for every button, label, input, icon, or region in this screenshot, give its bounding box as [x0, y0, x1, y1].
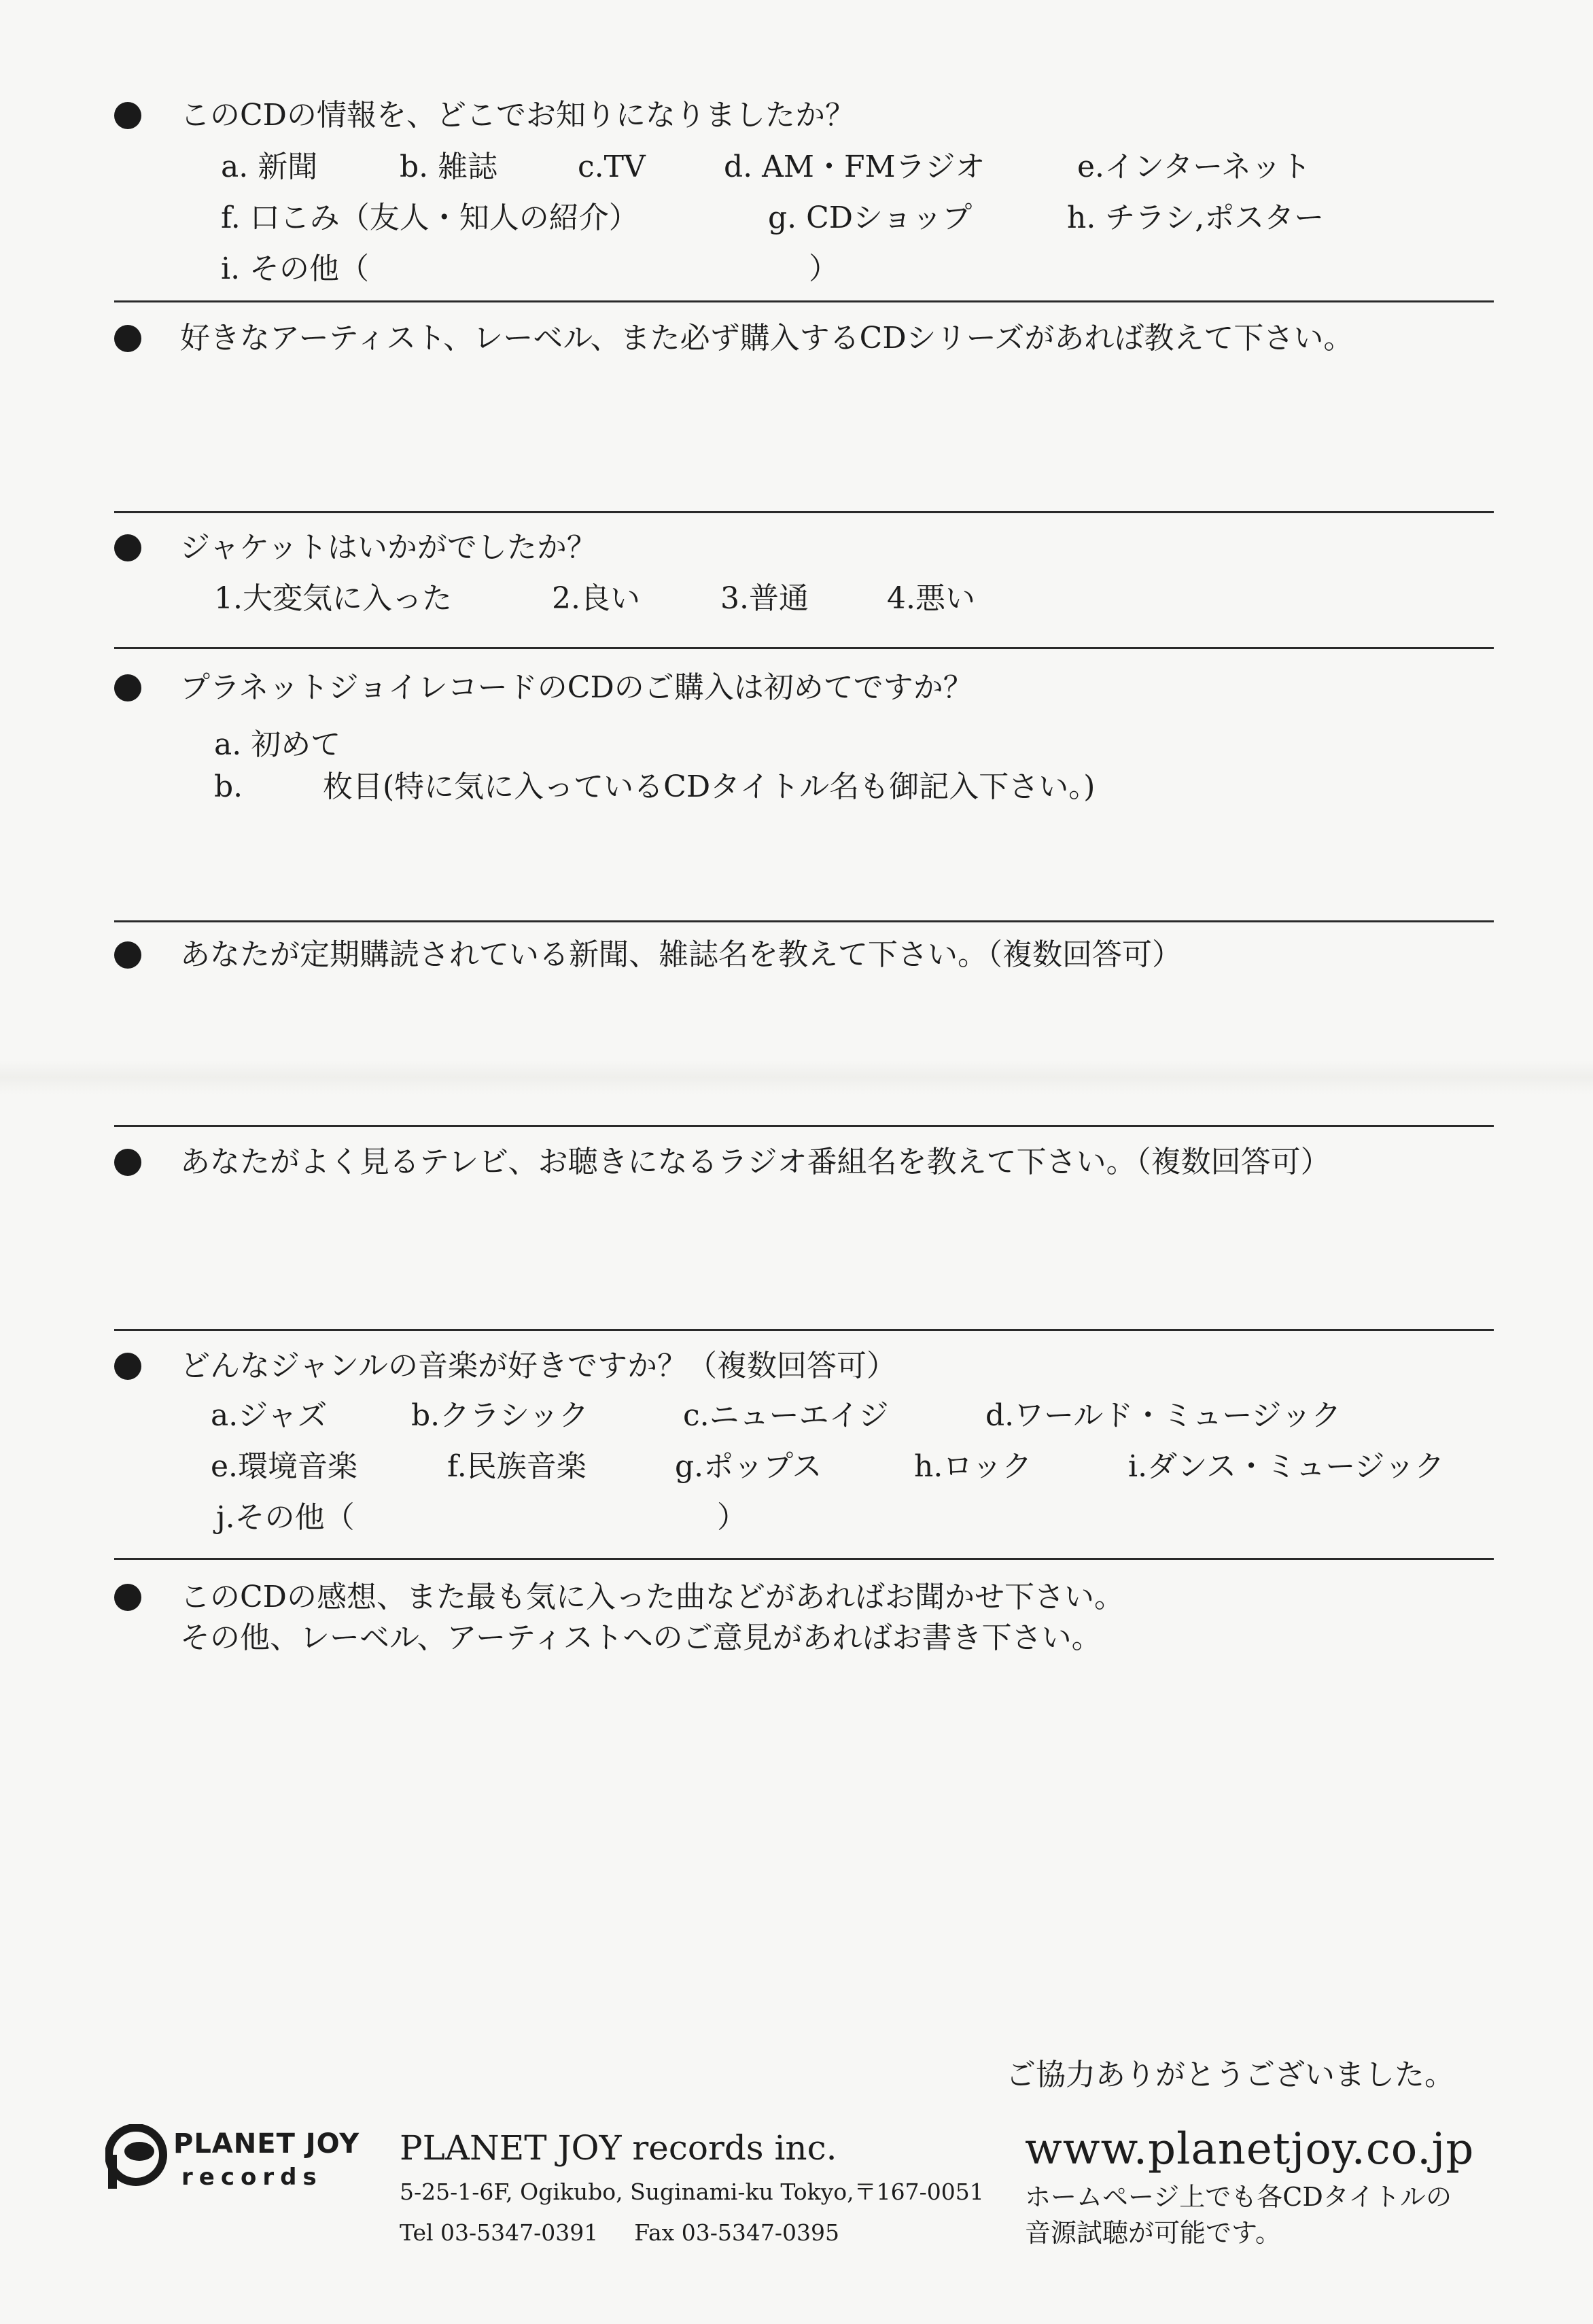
q1-option-c: c.TV	[578, 150, 646, 184]
q7-option-d: d.ワールド・ミュージック	[985, 1398, 1342, 1433]
q2-question: 好きなアーティスト、レーベル、また必ず購入するCDシリーズがあれば教えて下さい。	[180, 321, 1354, 355]
bullet-icon	[114, 1149, 141, 1176]
q7-option-c: c.ニューエイジ	[683, 1398, 889, 1433]
q8-line2: その他、レーベル、アーティストへのご意見があればお書き下さい。	[180, 1620, 1102, 1655]
divider	[114, 920, 1494, 922]
bullet-icon	[114, 534, 141, 561]
q3-option-1: 1.大変気に入った	[214, 581, 452, 616]
q1-other-label: i. その他（	[221, 252, 370, 286]
divider	[114, 511, 1494, 513]
q4-option-a: a. 初めて	[214, 727, 341, 762]
q1-option-b: b. 雑誌	[400, 150, 498, 184]
divider	[114, 1558, 1494, 1560]
q1-option-e: e.インターネット	[1077, 150, 1312, 184]
q8-line1: このCDの感想、また最も気に入った曲などがあればお聞かせ下さい。	[180, 1580, 1124, 1614]
fax-number: Fax 03-5347-0395	[634, 2219, 839, 2246]
bullet-icon	[114, 1353, 141, 1380]
company-address: 5-25-1-6F, Ogikubo, Suginami-ku Tokyo,〒167-0051	[400, 2179, 984, 2205]
planet-logo-icon	[105, 2124, 170, 2192]
homepage-note-line2: 音源試聴が可能です。	[1025, 2218, 1281, 2248]
q6-question: あなたがよく見るテレビ、お聴きになるラジオ番組名を教えて下さい。（複数回答可）	[180, 1145, 1331, 1179]
bullet-icon	[114, 674, 141, 701]
q1-option-d: d. AM・FMラジオ	[724, 150, 985, 184]
divider	[114, 647, 1494, 649]
q7-option-a: a.ジャズ	[211, 1398, 328, 1433]
bullet-icon	[114, 102, 141, 129]
q4-question: プラネットジョイレコードのCDのご購入は初めてですか？	[180, 670, 973, 705]
q7-other-label: j.その他（	[216, 1500, 355, 1535]
q1-other-close: ）	[809, 252, 839, 286]
paper-fold	[0, 1060, 1593, 1094]
q7-option-h: h.ロック	[914, 1449, 1032, 1484]
q7-option-f: f.民族音楽	[447, 1449, 587, 1484]
q3-question: ジャケットはいかがでしたか？	[180, 530, 597, 565]
q1-option-g: g. CDショップ	[768, 201, 973, 235]
planet-joy-logo	[105, 2124, 360, 2199]
logo-subtitle: records	[181, 2164, 323, 2191]
q5-question: あなたが定期購読されている新聞、雑誌名を教えて下さい。（複数回答可）	[180, 937, 1182, 972]
thanks-message: ご協力ありがとうございました。	[1006, 2058, 1454, 2092]
q3-option-4: 4.悪い	[887, 581, 975, 616]
bullet-icon	[114, 941, 141, 969]
company-name: PLANET JOY records inc.	[400, 2128, 837, 2168]
q7-option-b: b.クラシック	[411, 1398, 589, 1433]
q1-question: このCDの情報を、どこでお知りになりましたか？	[180, 98, 855, 133]
q4-option-b-text: 枚目(特に気に入っているCDタイトル名も御記入下さい。)	[323, 769, 1096, 804]
q7-option-i: i.ダンス・ミュージック	[1128, 1449, 1445, 1484]
logo-title: PLANET JOY	[173, 2128, 360, 2160]
q7-option-e: e.環境音楽	[211, 1449, 358, 1484]
q7-option-g: g.ポップス	[675, 1449, 822, 1484]
q7-other-close: ）	[717, 1500, 747, 1535]
divider	[114, 1125, 1494, 1127]
q1-option-f: f. 口こみ（友人・知人の紹介）	[221, 201, 639, 235]
divider	[114, 1329, 1494, 1331]
bullet-icon	[114, 1584, 141, 1611]
q1-option-h: h. チラシ,ポスター	[1067, 201, 1325, 235]
tel-number: Tel 03-5347-0391	[400, 2219, 599, 2246]
q3-option-2: 2.良い	[552, 581, 640, 616]
q7-question: どんなジャンルの音楽が好きですか？（複数回答可）	[180, 1349, 897, 1383]
q1-option-a: a. 新聞	[221, 150, 318, 184]
website-url[interactable]: www.planetjoy.co.jp	[1025, 2124, 1475, 2174]
q3-option-3: 3.普通	[720, 581, 809, 616]
divider	[114, 300, 1494, 302]
bullet-icon	[114, 325, 141, 352]
q4-option-b-prefix: b.	[214, 769, 243, 804]
homepage-note-line1: ホームページ上でも各CDタイトルの	[1025, 2182, 1452, 2212]
company-phone	[400, 2216, 839, 2250]
